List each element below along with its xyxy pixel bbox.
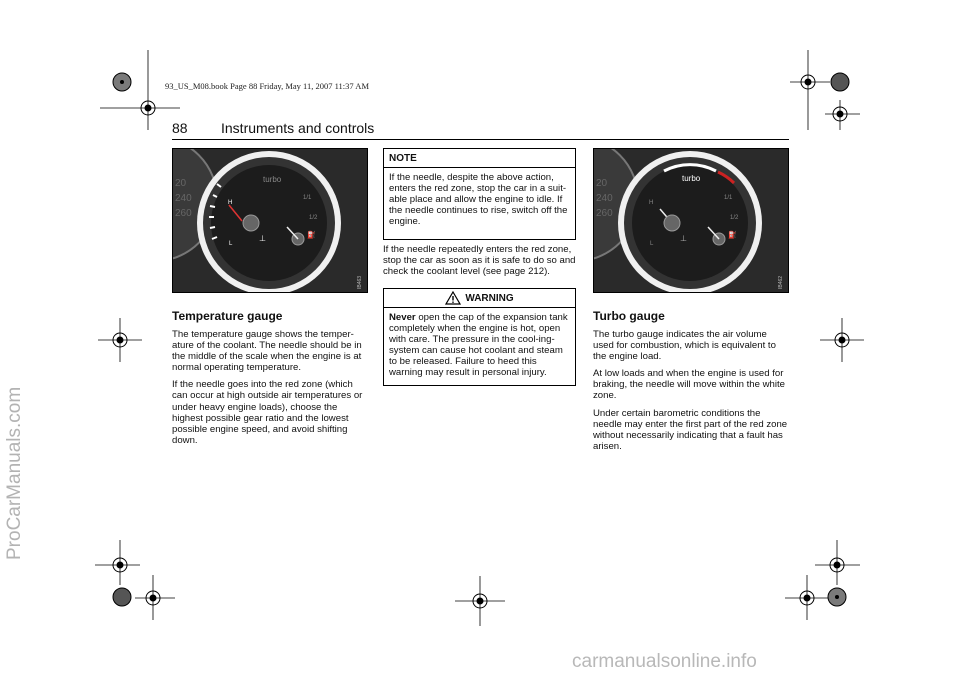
speed-tick-label: 240 [175, 193, 192, 204]
note-body: If the needle, despite the above action, enters the red zone, stop the car in a suit-able place and allow the engine to idle. If the needle continues to rise, switch off the engine. [389, 172, 568, 228]
middle-paragraph: If the needle repeatedly enters the red zone, stop the car as soon as it is safe to do so and check the coolant level (see page 212). [383, 244, 576, 278]
fuel-half-label: 1/2 [309, 215, 318, 221]
turbo-gauge-figure [593, 148, 789, 293]
speed-tick-label: 20 [175, 178, 187, 189]
speed-tick-label: 260 [596, 208, 613, 219]
turbo-body [593, 329, 789, 458]
temp-high-label: H [228, 200, 233, 206]
turbo-para-1: The turbo gauge indicates the air volume used for combustion, which is equivalent to the engine load. [593, 329, 776, 363]
side-watermark: ProCarManuals.com [4, 386, 25, 560]
thermometer-icon: ⊥ [259, 234, 266, 243]
registration-mark-bottom-right [785, 540, 865, 620]
warning-lead: Never [389, 312, 416, 323]
turbo-gauge-heading: Turbo gauge [593, 309, 665, 323]
temp-low-label: L [650, 241, 654, 247]
fuel-half-label: 1/2 [730, 215, 739, 221]
warning-triangle-icon [445, 291, 461, 305]
warning-text: open the cap of the expansion tank completely when the engine is hot, open with care. The pressure in the cool-ing-system can cause hot coolant and steam to be released. Failure to heed this warning may result in personal injury. [389, 312, 568, 379]
warning-header [384, 289, 575, 308]
fuel-pump-icon: ⛽ [728, 232, 737, 239]
fuel-full-label: 1/1 [303, 195, 312, 201]
warning-body [384, 308, 575, 383]
speed-tick-label: 260 [175, 208, 192, 219]
temperature-para-1: The temperature gauge shows the temper-ature of the coolant. The needle should be in the middle of the scale when the engine is at normal operating temperature. [172, 329, 362, 374]
header-rule [172, 139, 789, 140]
warning-title: WARNING [465, 292, 514, 304]
temp-high-label: H [649, 200, 654, 206]
turbo-gauge-label: turbo [263, 175, 282, 184]
temperature-body [172, 329, 368, 452]
registration-mark-bottom-center [455, 576, 505, 626]
fuel-full-label: 1/1 [724, 195, 733, 201]
thermometer-icon: ⊥ [680, 234, 687, 243]
registration-mark-top-left [100, 50, 180, 130]
turbo-gauge-illustration [594, 149, 788, 292]
registration-mark-mid-left [98, 318, 142, 362]
registration-mark-bottom-left [95, 540, 175, 620]
registration-mark-top-right [790, 50, 870, 130]
temperature-gauge-illustration [173, 149, 367, 292]
temperature-gauge-figure [172, 148, 368, 293]
figure-code: IB463 [357, 275, 363, 289]
print-slug: 93_US_M08.book Page 88 Friday, May 11, 2007 11:37 AM [165, 81, 369, 91]
speed-tick-label: 240 [596, 193, 613, 204]
warning-box [383, 288, 576, 386]
turbo-gauge-label: turbo [682, 174, 701, 183]
fuel-pump-icon: ⛽ [307, 232, 316, 239]
note-box [383, 148, 576, 240]
page-number: 88 [172, 120, 188, 136]
temperature-para-2: If the needle goes into the red zone (which can occur at high outside air temperatures or under heavy engine loads), choose the highest possible gear ratio and the lowest possible engine speed, and avoid shifting down. [172, 379, 363, 446]
registration-mark-mid-right [820, 318, 864, 362]
note-title: NOTE [384, 149, 575, 168]
figure-code: IB462 [778, 275, 784, 289]
section-title: Instruments and controls [221, 120, 375, 136]
turbo-para-2: At low loads and when the engine is used for braking, the needle will move within the white zone. [593, 368, 785, 402]
temperature-gauge-heading: Temperature gauge [172, 309, 283, 323]
turbo-para-3: Under certain barometric conditions the needle may enter the first part of the red zone without necessarily indicating that a fault has arisen. [593, 407, 788, 452]
footer-watermark: carmanualsonline.info [572, 651, 757, 672]
temp-low-label: L [229, 241, 233, 247]
speed-tick-label: 20 [596, 178, 608, 189]
